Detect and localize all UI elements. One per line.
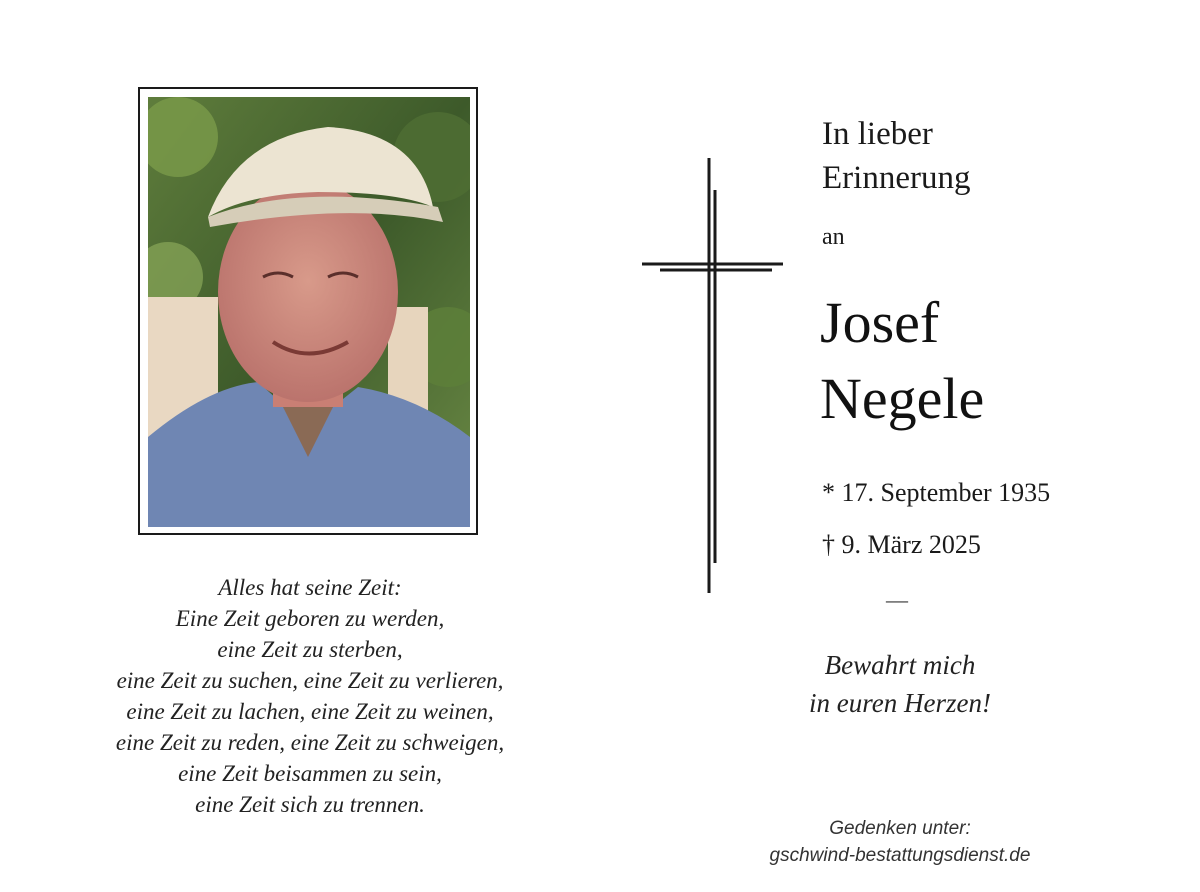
last-name: Negele (820, 366, 985, 431)
footer (720, 815, 1080, 869)
poem-line: eine Zeit zu suchen, eine Zeit zu verlieren, (116, 668, 504, 693)
portrait-frame (138, 87, 478, 535)
poem-line: eine Zeit zu reden, eine Zeit zu schweigen, (115, 730, 505, 755)
heading-line1: In lieber (822, 116, 933, 152)
poem-line: eine Zeit sich zu trennen. (195, 792, 425, 817)
portrait-photo (148, 97, 470, 527)
poem (60, 572, 560, 820)
birth-date: * 17. September 1935 (822, 478, 1051, 507)
deceased-name (820, 285, 984, 437)
separator: — (886, 587, 908, 612)
heading (822, 112, 970, 200)
poem-line: eine Zeit zu lachen, eine Zeit zu weinen, (126, 699, 494, 724)
footer-label: Gedenken unter: (829, 818, 971, 839)
poem-line: Alles hat seine Zeit: (218, 575, 402, 600)
first-name: Josef (820, 290, 940, 355)
heading-line2: Erinnerung (822, 160, 971, 196)
quote-line2: in euren Herzen! (809, 688, 991, 718)
quote-line1: Bewahrt mich (824, 650, 976, 680)
footer-website-link[interactable]: gschwind-bestattungsdienst.de (769, 845, 1031, 866)
poem-line: eine Zeit zu sterben, (217, 637, 403, 662)
closing-quote (760, 646, 1040, 722)
portrait-illustration (148, 97, 470, 527)
poem-line: Eine Zeit geboren zu werden, (175, 606, 445, 631)
cross-icon (640, 158, 790, 598)
poem-line: eine Zeit beisammen zu sein, (178, 761, 442, 786)
preposition: an (822, 224, 845, 250)
death-date: † 9. März 2025 (822, 530, 981, 559)
